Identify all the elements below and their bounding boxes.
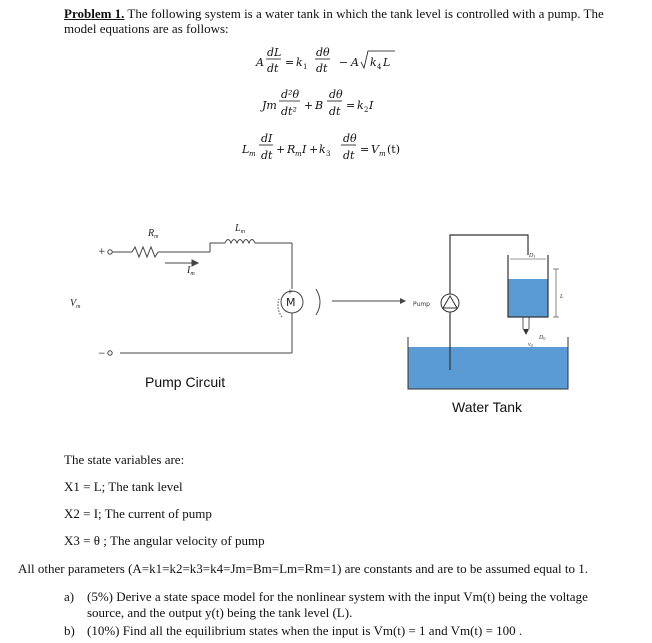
- svg-text:m: m: [379, 150, 386, 158]
- svg-text:A: A: [351, 56, 359, 69]
- state-x3: X3 = θ ; The angular velocity of pump: [64, 533, 265, 548]
- minus-bottom: −: [98, 349, 106, 359]
- svg-text:Jm: Jm: [262, 99, 277, 112]
- svg-text:d²θ: d²θ: [281, 88, 300, 101]
- model-equations: [230, 42, 430, 170]
- svg-text:k: k: [370, 56, 377, 69]
- svg-text:=: =: [285, 56, 295, 69]
- svg-text:dθ: dθ: [329, 88, 343, 101]
- svg-text:dθ: dθ: [316, 46, 330, 59]
- svg-text:2: 2: [364, 106, 369, 114]
- svg-text:dL: dL: [267, 46, 282, 59]
- problem-label: Problem 1.: [64, 6, 125, 21]
- question-b-label: b): [64, 623, 75, 638]
- d0-label: D0: [539, 335, 546, 341]
- equation-3: [241, 132, 400, 162]
- svg-text:I: I: [302, 143, 307, 156]
- lm-label: $L_m$: [235, 223, 245, 235]
- equation-1: [255, 46, 395, 75]
- im-label: $I_m$: [187, 265, 195, 277]
- state-x1: X1 = L; The tank level: [64, 479, 183, 494]
- svg-text:+: +: [309, 143, 319, 156]
- svg-text:1: 1: [303, 63, 308, 71]
- svg-text:dt²: dt²: [281, 105, 297, 118]
- pump-label: Pump: [413, 301, 430, 308]
- equation-2: [260, 88, 374, 118]
- svg-text:B: B: [315, 99, 324, 112]
- svg-text:dt: dt: [261, 149, 273, 162]
- problem-intro-line2: model equations are as follows:: [64, 21, 229, 36]
- question-a-label: a): [64, 589, 75, 604]
- svg-text:+: +: [304, 99, 314, 112]
- state-heading: The state variables are:: [64, 452, 185, 467]
- svg-text:(t): (t): [387, 143, 401, 156]
- resistor-rm: [132, 247, 158, 257]
- question-a-line2: source, and the output y(t) being the tank level (L).: [87, 605, 353, 620]
- svg-text:dθ: dθ: [343, 132, 357, 145]
- question-b-line1: (10%) Find all the equilibrium states when the input is Vm(t) = 1 and Vm(t) = 100 .: [87, 623, 523, 638]
- motor-to-pump-arrow: [330, 295, 410, 307]
- tank-water: [508, 279, 548, 317]
- svg-text:+: +: [276, 143, 286, 156]
- vm-label: $V_m$: [70, 298, 81, 310]
- svg-text:4: 4: [377, 63, 382, 71]
- d1-label: D1: [529, 253, 536, 259]
- water-tank-label: Water Tank: [452, 399, 523, 415]
- svg-text:dt: dt: [267, 62, 279, 75]
- v0-label: v0: [528, 342, 533, 348]
- svg-text:−: −: [339, 56, 349, 69]
- svg-text:dt: dt: [329, 105, 341, 118]
- water-tank-diagram: [405, 225, 585, 400]
- svg-text:k: k: [357, 99, 364, 112]
- svg-text:V: V: [371, 143, 379, 156]
- problem-intro-line1: Problem 1. The following system is a water tank in which the tank level is controlled with a pump. The: [64, 6, 604, 21]
- state-x2: X2 = I; The current of pump: [64, 506, 212, 521]
- rm-label: $R_m$: [148, 228, 159, 240]
- svg-text:3: 3: [326, 150, 331, 158]
- plus-top: +: [98, 247, 106, 257]
- svg-text:=: =: [346, 99, 356, 112]
- svg-text:A: A: [256, 56, 264, 69]
- top-terminal: [108, 250, 112, 254]
- motor-label: M: [286, 296, 296, 309]
- reservoir-water: [408, 347, 568, 389]
- inductor-lm: [225, 240, 255, 244]
- svg-text:dt: dt: [343, 149, 355, 162]
- bottom-terminal: [108, 351, 112, 355]
- motor-plus: +: [287, 288, 293, 296]
- svg-text:dt: dt: [316, 62, 328, 75]
- svg-text:m: m: [295, 150, 302, 158]
- svg-text:k: k: [296, 56, 303, 69]
- svg-text:L: L: [242, 143, 250, 156]
- svg-text:I: I: [369, 99, 374, 112]
- question-a-line1: (5%) Derive a state space model for the nonlinear system with the input Vm(t) being the voltage: [87, 589, 588, 604]
- svg-text:dI: dI: [261, 132, 273, 145]
- svg-text:m: m: [249, 150, 256, 158]
- svg-text:R: R: [287, 143, 296, 156]
- pump-circuit-diagram: [70, 215, 370, 395]
- pump-circuit-label: Pump Circuit: [145, 374, 226, 390]
- parameters-note: All other parameters (A=k1=k2=k3=k4=Jm=Bm=Lm=Rm=1) are constants and are to be assumed equal to 1.: [18, 561, 588, 576]
- svg-text:k: k: [319, 143, 326, 156]
- level-label: L: [560, 294, 564, 300]
- svg-text:L: L: [383, 56, 391, 69]
- svg-text:=: =: [360, 143, 370, 156]
